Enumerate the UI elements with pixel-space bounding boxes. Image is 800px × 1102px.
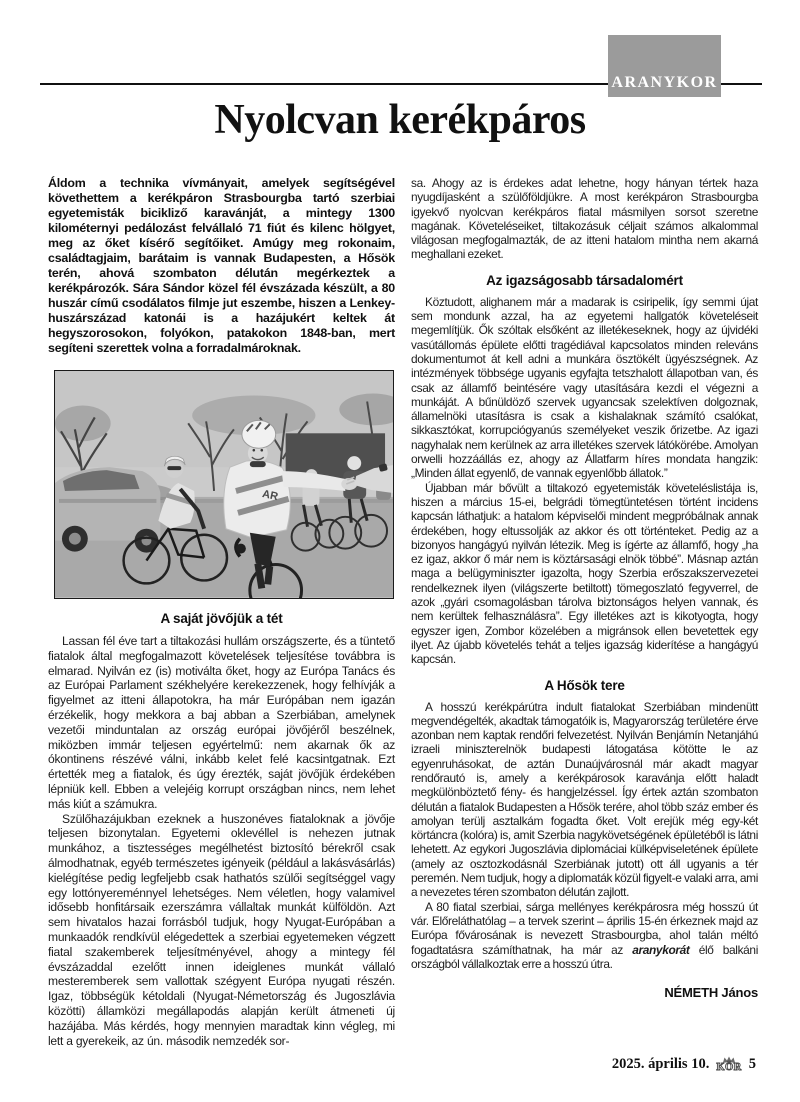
section-label-box xyxy=(608,35,721,97)
page-footer xyxy=(612,1056,756,1074)
section-label: ARANYKOR xyxy=(611,74,718,91)
car xyxy=(55,467,160,552)
issue-date: 2025. április 10. xyxy=(611,1056,710,1073)
final-paragraph-post: élő balkáni országból vállalkoztak erre a hosszú útra. xyxy=(411,942,758,971)
body-paragraph-final xyxy=(411,900,758,971)
vest-letters: AR xyxy=(261,488,280,504)
right-column xyxy=(411,176,758,1000)
kor-logo-text: KÖR xyxy=(716,1062,742,1073)
emphasis-aranykorat: aranykorát xyxy=(632,942,690,957)
subheading-society: Az igazságosabb társadalomért xyxy=(486,272,683,288)
page-number: 5 xyxy=(748,1056,756,1073)
left-column xyxy=(48,176,395,1048)
body-paragraph: A hosszú kerékpárútra indult fiatalokat Szerbiában mindenütt megvendégelték, akadtak támogatóik is, Magyarország területére érve azonban nem kaptak rendőri felvezetést. Nyilván Benjámín Netanjáhú izraeli miniszterelnök budapesti látogatása kötötte le az egyenruhásokat, de aztán Dunaújvárosnál már akadt magyar rendőrautó is, amely a kerékpárosok karavánja előtt haladt megkülönböztető fény- és hangjelzéssel. Így értek aztán szombaton délután a fiatalok Budapesten a Hősök terére, ahol több száz ember és amolyan terülj asztalkám fogadta őket. Volt erejük még egy-két körtáncra (kolóra) is, amit Szerbia nagykövetségének épületéből is látni lehetett. Az egykori Jugoszlávia diplomáciai külképviseletének épülete (amely az osztozkodásnál Szerbiának jutott) ott áll ugyanis a tér peremén. Nem tudjuk, hogy a diplomaták közül figyelt-e valaki arra, ami a nevezetes téren szombaton délután zajlott. xyxy=(411,699,758,900)
lead-paragraph: Áldom a technika vívmányait, amelyek segítségével követhettem a kerékpáron Strasbourgba tartó szerbiai egyetemisták bicikliző karavánját, a mintegy 1300 kilométernyi pedálozást felvállaló 71 fiút és kilenc hölgyet, meg az őket kísérő segítőiket. Amúgy meg rokonaim, családtagjaim, barátaim is vannak Budapesten, a Hősök terén, ahová szombaton délután megérkeztek a kerékpározók. Sára Sándor közel fél évszázada készült, a 80 huszár című csodálatos filmje jut eszembe, hiszen a Lenkey-huszárszázad katonái is a hazájukért keltek át hegyszorosokon, folyókon, patakokon 1848-ban, mert segíteni szerettek volna a forradalmároknak. xyxy=(48,176,395,355)
subheading-left: A saját jövőjük a tét xyxy=(160,611,283,626)
body-paragraph: Lassan fél éve tart a tiltakozási hullám országszerte, és a tüntető fiatalok által megfogalmazott követelések teljesítése továbbra is elmarad. Nyilván ez (is) motiválta őket, hogy az Európa Tanács és az Európai Parlament székhelyére kerekezzenek, hogy felhívják a figyelmet az itteni állapotokra, ha már Európában nem igazán érzékelik, hogy mekkora a baj abban a Szerbiában, amelynek vezetői minduntalan az ország európai jövőjéről beszélnek, miközben immár teljesen egyértelmű: nem akarnak ők az ókontinens részévé válni, inkább kelet felé kacsintgatnak. Ezt értették meg a fiatalok, és úgy érezték, saját jövőjük érdekében lépniük kell. Ebben a velejéig korrupt országban nincs, nem lehet más kiút a számukra. xyxy=(48,634,395,811)
author-byline: NÉMETH János xyxy=(664,985,758,1001)
kor-magazine-logo xyxy=(716,1056,741,1074)
body-paragraph: Köztudott, alighanem már a madarak is csiripelik, így semmi újat sem mondunk azzal, ha az egyetemi hallgatók követeléseit megemlítjük. Ők szóltak elsőként az illetékeseknek, hogy az újvidéki vasútállomás épülete előtti tragédiával kapcsolatos minden releváns dokumentumot át kell adni a munkára ösztökélt ügyészségnek. Az intézmények többsége ugyanis egyfajta tetszhalott állapotban van, és csak az államfő beintésére vagy utasítására kezdi el végezni a munkáját. A bűnüldöző szervek ugyancsak szelektíven dolgoznak, államelnöki utasításra is csak a kishalaknak számító csalókat, sikkasztókat, korrupciógyanús személyeket veszik őrizetbe. Az igazi nagyhalak nem kerülnek az arra illetékes szervek látókörébe. Amolyan orwelli hozzáállás ez, ahogy az Állatfarm híres mondata hangzik: „Minden állat egyenlő, de vannak egyenlőbb állatok.” xyxy=(411,294,758,481)
final-paragraph-pre: A 80 fiatal szerbiai, sárga mellényes kerékpárosra még hosszú út vár. Előreláthatólag – a tervek szerint – április 15-én érkeznek majd az Európa fővárosának is nevezett Strasbourgba, ahol talán méltó fogadtatásra számíthatnak, ha már az xyxy=(411,899,758,957)
body-paragraph: Szülőhazájukban ezeknek a huszonéves fiataloknak a jövője teljesen bizonytalan. Egyetemi oklevéllel is nehezen jutnak munkához, a tisztességes megélhetést biztosító bérekről csak álmodhatnak, egyéb természetes igényeik (például a lakásvásárlás) kielégítése pedig legfeljebb csak hathatós szülői segítséggel vagy egy lottónyereménnyel lehetséges. Nem véletlen, hogy valamivel idősebb honfitársaik ezerszámra vállaltak munkát külföldön. Azt sem hivatalos hazai forrásból tudjuk, hogy Nyugat-Európában a munkaadók rendkívül elégedettek a szerbiai egyetemeken végzett fiatal szakemberek teljesítményével, ahogy a mintegy fél évszázaddal ezelőtt innen ideiglenes munkát vállaló mesteremberek sem vallottak szégyent Európa nyugati részén. Igaz, többségük kétoldali (Nyugat-Németország és Jugoszlávia közötti) államközi megállapodás alapján került átmeneti új hazájába. Más kérdés, hogy mennyien maradtak kinn végleg, mi lett a gyerekeik, az ún. második nemzedék sor- xyxy=(48,811,395,1048)
body-paragraph: Újabban már bővült a tiltakozó egyetemisták követeléslistája is, hiszen a március 15-ei, belgrádi tömegtüntetésen történt incidens kapcsán láthatjuk: a hatalom képviselői mindent megpróbálnak annak érdekében, hogy eltussolják az akkor és ott történteket. Pedig az a bizonyos hangágyú nyilván létezik. Meg is ígérte az államfő, hogy „ha ez igaz, akkor ő már nem is köztársasági elnök többé”. Másnap aztán maga a belügyminiszter igazolta, hogy Szerbia erőszakszervezetei rendelkeznek ilyen (világszerte betiltott) tömegoszlató fegyverrel, de azok „gyári csomagolásban tárolva biztonságos helyen vannak, és nem kerültek felhasználásra”. Egy illetékes azt is kikotyogta, hogy egyszer igen, Zombor közelében a migránsok ellen bevetettek egy ilyet. Az újabb követelés tehát a teljes igazság kiderítése a hangágyú kapcsán. xyxy=(411,480,758,667)
body-paragraph-continuation: sa. Ahogy az is érdekes adat lehetne, hogy hányan tértek haza nyugdíjasként a szülőföldjükre. A most kerékpáron Strasbourgba igyekvő nyolcvan kerékpáros fiatal másmilyen sorsot szeretne magának. Követeléseiket, tiltakozásuk céljait számos alkalommal világosan megfogalmazták, de az itteni hatalom mintha nem akarná meghallani ezeket. xyxy=(411,176,758,262)
article-photo xyxy=(54,370,394,599)
article-title: Nyolcvan kerékpáros xyxy=(214,97,586,143)
subheading-heroes-square: A Hősök tere xyxy=(544,677,625,693)
